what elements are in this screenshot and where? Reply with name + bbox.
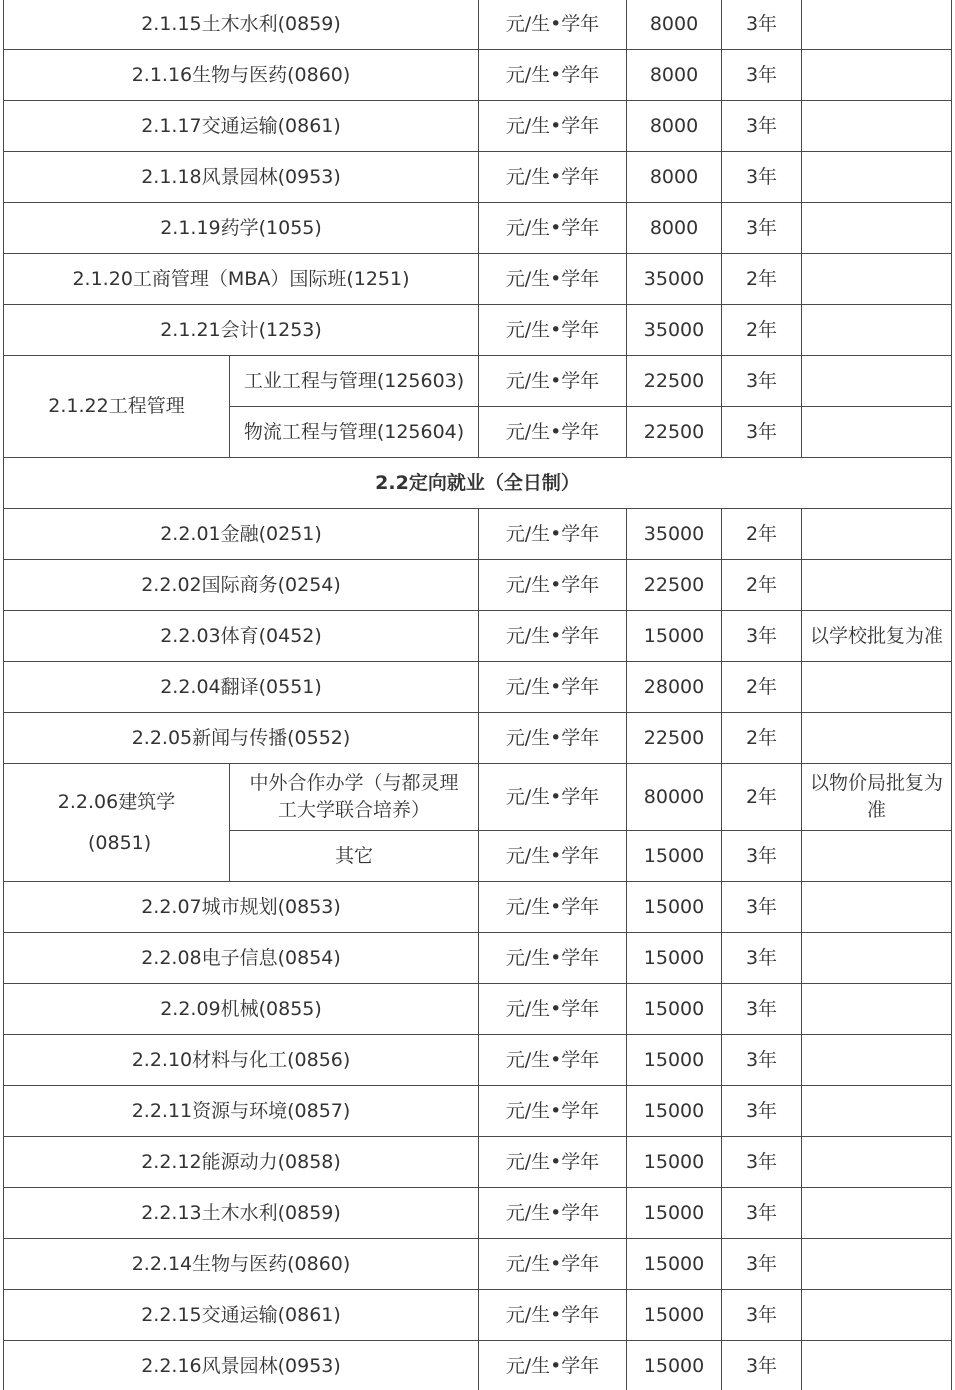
major-name-cell: 2.2.15交通运输(0861)	[4, 1290, 479, 1341]
note-cell	[802, 1086, 952, 1137]
table-row	[4, 0, 952, 50]
fee-cell: 15000	[627, 1239, 722, 1290]
length-cell: 3年	[722, 1290, 802, 1341]
unit-cell: 元/生•学年	[479, 1188, 627, 1239]
fee-cell: 28000	[627, 662, 722, 713]
table-row	[4, 50, 952, 101]
table-row	[4, 933, 952, 984]
length-cell: 3年	[722, 882, 802, 933]
length-cell: 3年	[722, 611, 802, 662]
architecture-group	[4, 764, 952, 882]
note-cell	[802, 1239, 952, 1290]
table-row	[4, 254, 952, 305]
unit-cell: 元/生•学年	[479, 882, 627, 933]
fee-cell: 15000	[627, 1290, 722, 1341]
major-name-cell: 2.2.03体育(0452)	[4, 611, 479, 662]
table-row	[4, 101, 952, 152]
major-name-cell: 2.1.20工商管理（MBA）国际班(1251)	[4, 254, 479, 305]
sub-major-line: 工大学联合培养）	[277, 799, 430, 821]
unit-cell: 元/生•学年	[479, 1035, 627, 1086]
unit-cell: 元/生•学年	[479, 1290, 627, 1341]
major-name-cell: 2.2.10材料与化工(0856)	[4, 1035, 479, 1086]
section-header-group	[4, 458, 952, 509]
table-row	[4, 152, 952, 203]
table-row	[4, 1188, 952, 1239]
major-name-cell: 2.2.04翻译(0551)	[4, 662, 479, 713]
fee-cell: 15000	[627, 984, 722, 1035]
length-cell: 2年	[722, 713, 802, 764]
unit-cell: 元/生•学年	[479, 0, 627, 50]
unit-cell: 元/生•学年	[479, 50, 627, 101]
table-row	[4, 713, 952, 764]
note-cell	[802, 152, 952, 203]
note-cell	[802, 1035, 952, 1086]
major-name-cell: 2.1.16生物与医药(0860)	[4, 50, 479, 101]
table-row	[4, 984, 952, 1035]
length-cell: 3年	[722, 1341, 802, 1390]
table-body-mid	[4, 509, 952, 764]
fee-cell: 80000	[627, 764, 722, 831]
fee-cell: 22500	[627, 407, 722, 458]
fee-cell: 15000	[627, 1035, 722, 1086]
major-name-cell: 2.2.07城市规划(0853)	[4, 882, 479, 933]
unit-cell: 元/生•学年	[479, 662, 627, 713]
length-cell: 3年	[722, 1239, 802, 1290]
sub-major-cell: 物流工程与管理(125604)	[230, 407, 479, 458]
unit-cell: 元/生•学年	[479, 101, 627, 152]
length-cell: 3年	[722, 356, 802, 407]
table-row	[4, 1239, 952, 1290]
note-cell	[802, 1188, 952, 1239]
note-cell	[802, 50, 952, 101]
unit-cell: 元/生•学年	[479, 933, 627, 984]
note-cell	[802, 560, 952, 611]
table-row	[4, 305, 952, 356]
fee-cell: 15000	[627, 933, 722, 984]
major-name-cell: 2.2.13土木水利(0859)	[4, 1188, 479, 1239]
note-cell	[802, 831, 952, 882]
unit-cell: 元/生•学年	[479, 1239, 627, 1290]
sub-major-cell: 其它	[230, 831, 479, 882]
note-cell	[802, 1137, 952, 1188]
major-name-cell: 2.1.19药学(1055)	[4, 203, 479, 254]
sub-major-cell: 工业工程与管理(125603)	[230, 356, 479, 407]
fee-cell: 35000	[627, 305, 722, 356]
table-row	[4, 662, 952, 713]
length-cell: 3年	[722, 0, 802, 50]
major-name-line: 2.2.06建筑学	[57, 790, 176, 813]
length-cell: 2年	[722, 305, 802, 356]
note-cell	[802, 305, 952, 356]
length-cell: 3年	[722, 101, 802, 152]
note-cell	[802, 356, 952, 407]
note-cell	[802, 509, 952, 560]
table-row	[4, 764, 952, 831]
major-name-cell	[4, 764, 230, 882]
fee-cell: 8000	[627, 203, 722, 254]
unit-cell: 元/生•学年	[479, 407, 627, 458]
table-row	[4, 1086, 952, 1137]
sub-major-line: 中外合作办学（与都灵理	[249, 772, 459, 795]
table-row	[4, 1290, 952, 1341]
unit-cell: 元/生•学年	[479, 1341, 627, 1390]
unit-cell: 元/生•学年	[479, 509, 627, 560]
length-cell: 3年	[722, 1137, 802, 1188]
fee-cell: 15000	[627, 1341, 722, 1390]
table-row	[4, 882, 952, 933]
tuition-fee-table	[3, 0, 952, 1390]
length-cell: 3年	[722, 1086, 802, 1137]
length-cell: 2年	[722, 254, 802, 305]
major-name-cell: 2.2.14生物与医药(0860)	[4, 1239, 479, 1290]
fee-cell: 8000	[627, 101, 722, 152]
section-header: 2.2定向就业（全日制）	[4, 458, 952, 509]
unit-cell: 元/生•学年	[479, 713, 627, 764]
length-cell: 3年	[722, 152, 802, 203]
unit-cell: 元/生•学年	[479, 305, 627, 356]
note-cell	[802, 984, 952, 1035]
major-name-cell: 2.1.17交通运输(0861)	[4, 101, 479, 152]
unit-cell: 元/生•学年	[479, 356, 627, 407]
major-name-cell: 2.1.22工程管理	[4, 356, 230, 458]
major-name-cell: 2.1.15土木水利(0859)	[4, 0, 479, 50]
note-cell	[802, 254, 952, 305]
unit-cell: 元/生•学年	[479, 254, 627, 305]
note-cell	[802, 407, 952, 458]
unit-cell: 元/生•学年	[479, 1086, 627, 1137]
table-row	[4, 1137, 952, 1188]
major-name-cell: 2.2.01金融(0251)	[4, 509, 479, 560]
fee-cell: 15000	[627, 1137, 722, 1188]
length-cell: 3年	[722, 1188, 802, 1239]
fee-cell: 35000	[627, 509, 722, 560]
major-name-cell: 2.2.16风景园林(0953)	[4, 1341, 479, 1390]
fee-cell: 22500	[627, 713, 722, 764]
fee-cell: 22500	[627, 356, 722, 407]
major-name-cell: 2.2.11资源与环境(0857)	[4, 1086, 479, 1137]
length-cell: 2年	[722, 509, 802, 560]
fee-cell: 22500	[627, 560, 722, 611]
unit-cell: 元/生•学年	[479, 984, 627, 1035]
length-cell: 3年	[722, 831, 802, 882]
major-code-line: (0851)	[88, 831, 152, 854]
note-cell	[802, 713, 952, 764]
major-name-cell: 2.2.02国际商务(0254)	[4, 560, 479, 611]
length-cell: 3年	[722, 1035, 802, 1086]
line-gap	[6, 816, 227, 830]
sub-major-cell	[230, 764, 479, 831]
fee-cell: 15000	[627, 831, 722, 882]
unit-cell: 元/生•学年	[479, 152, 627, 203]
fee-cell: 15000	[627, 1188, 722, 1239]
note-cell	[802, 662, 952, 713]
section-header-row	[4, 458, 952, 509]
fee-cell: 8000	[627, 0, 722, 50]
table-row	[4, 1341, 952, 1390]
unit-cell: 元/生•学年	[479, 611, 627, 662]
note-cell	[802, 101, 952, 152]
length-cell: 3年	[722, 933, 802, 984]
note-cell	[802, 882, 952, 933]
note-cell	[802, 0, 952, 50]
unit-cell: 元/生•学年	[479, 203, 627, 254]
table-row	[4, 560, 952, 611]
engineering-management-group	[4, 356, 952, 458]
fee-cell: 15000	[627, 1086, 722, 1137]
major-name-cell: 2.1.21会计(1253)	[4, 305, 479, 356]
table-body-top	[4, 0, 952, 356]
note-cell: 以学校批复为准	[802, 611, 952, 662]
table-row	[4, 203, 952, 254]
fee-cell: 8000	[627, 152, 722, 203]
note-cell	[802, 933, 952, 984]
unit-cell: 元/生•学年	[479, 831, 627, 882]
table-row	[4, 356, 952, 407]
major-name-cell: 2.1.18风景园林(0953)	[4, 152, 479, 203]
length-cell: 3年	[722, 50, 802, 101]
fee-cell: 15000	[627, 611, 722, 662]
note-cell	[802, 764, 952, 831]
major-name-cell: 2.2.08电子信息(0854)	[4, 933, 479, 984]
length-cell: 3年	[722, 407, 802, 458]
note-line: 以物价局批复为	[809, 772, 943, 795]
fee-cell: 35000	[627, 254, 722, 305]
unit-cell: 元/生•学年	[479, 1137, 627, 1188]
note-line: 准	[866, 799, 886, 821]
length-cell: 3年	[722, 203, 802, 254]
note-cell	[802, 1290, 952, 1341]
length-cell: 2年	[722, 662, 802, 713]
length-cell: 2年	[722, 764, 802, 831]
table-row	[4, 509, 952, 560]
fee-cell: 8000	[627, 50, 722, 101]
length-cell: 2年	[722, 560, 802, 611]
major-name-cell: 2.2.05新闻与传播(0552)	[4, 713, 479, 764]
table-body-bottom	[4, 882, 952, 1390]
major-name-cell: 2.2.09机械(0855)	[4, 984, 479, 1035]
table-row	[4, 1035, 952, 1086]
unit-cell: 元/生•学年	[479, 764, 627, 831]
major-name-cell: 2.2.12能源动力(0858)	[4, 1137, 479, 1188]
unit-cell: 元/生•学年	[479, 560, 627, 611]
table-row	[4, 611, 952, 662]
note-cell	[802, 1341, 952, 1390]
note-cell	[802, 203, 952, 254]
length-cell: 3年	[722, 984, 802, 1035]
fee-cell: 15000	[627, 882, 722, 933]
